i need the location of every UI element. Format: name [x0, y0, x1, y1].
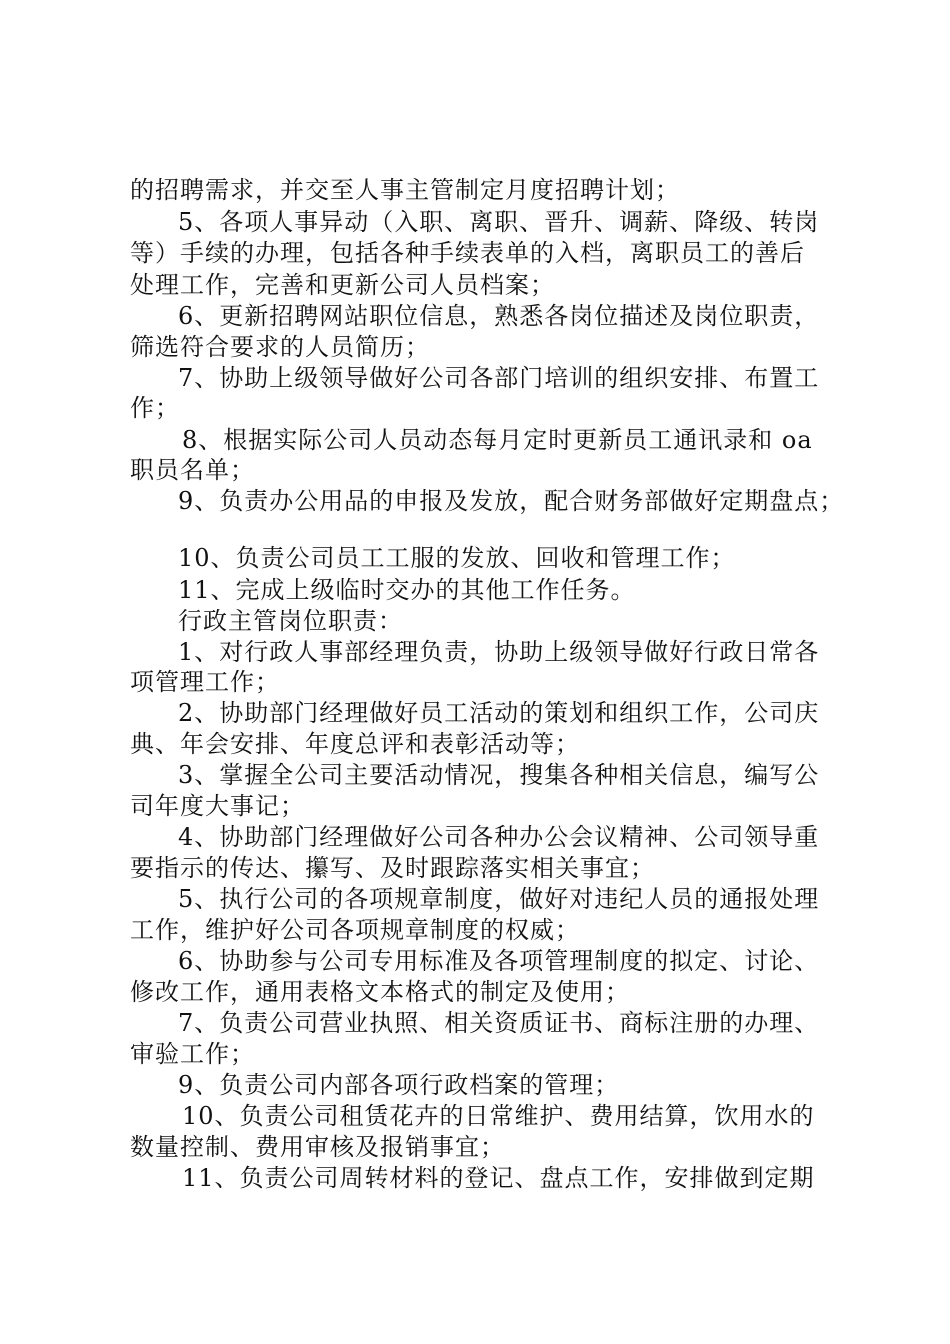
text-line: 9、负责公司内部各项行政档案的管理；	[178, 1071, 620, 1099]
text-line: 11、完成上级临时交办的其他工作任务。	[178, 576, 636, 604]
text-line: 6、更新招聘网站职位信息，熟悉各岗位描述及岗位职责，	[178, 302, 820, 330]
text-line: 1、对行政人事部经理负责，协助上级领导做好行政日常各	[178, 638, 820, 666]
text-line: 7、协助上级领导做好公司各部门培训的组织安排、布置工	[178, 364, 820, 392]
text-line: 项管理工作；	[130, 668, 280, 696]
text-line: 7、负责公司营业执照、相关资质证书、商标注册的办理、	[178, 1009, 820, 1037]
text-line: 司年度大事记；	[130, 792, 305, 820]
text-line: 筛选符合要求的人员简历；	[130, 333, 430, 361]
text-line: 要指示的传达、攥写、及时跟踪落实相关事宜；	[130, 854, 655, 882]
text-line: 5、执行公司的各项规章制度，做好对违纪人员的通报处理	[178, 885, 820, 913]
text-line: 8、根据实际公司人员动态每月定时更新员工通讯录和 oa	[182, 426, 813, 454]
text-line: 职员名单；	[130, 456, 255, 484]
text-line: 数量控制、费用审核及报销事宜；	[130, 1133, 505, 1161]
text-line: 11、负责公司周转材料的登记、盘点工作，安排做到定期	[182, 1164, 815, 1192]
text-line: 10、负责公司租赁花卉的日常维护、费用结算，饮用水的	[182, 1102, 815, 1130]
text-line: 的招聘需求，并交至人事主管制定月度招聘计划；	[130, 176, 680, 204]
text-line: 修改工作，通用表格文本格式的制定及使用；	[130, 978, 630, 1006]
text-line: 3、掌握全公司主要活动情况，搜集各种相关信息，编写公	[178, 761, 820, 789]
text-line: 5、各项人事异动（入职、离职、晋升、调薪、降级、转岗	[178, 208, 820, 236]
text-line: 审验工作；	[130, 1040, 255, 1068]
text-line: 处理工作，完善和更新公司人员档案；	[130, 271, 555, 299]
text-line: 作；	[130, 394, 180, 422]
text-line: 4、协助部门经理做好公司各种办公会议精神、公司领导重	[178, 823, 820, 851]
section-heading: 行政主管岗位职责：	[178, 607, 403, 635]
text-line: 工作，维护好公司各项规章制度的权威；	[130, 916, 580, 944]
text-line: 6、协助参与公司专用标准及各项管理制度的拟定、讨论、	[178, 947, 820, 975]
text-line: 10、负责公司员工工服的发放、回收和管理工作；	[178, 544, 736, 572]
text-line: 等）手续的办理，包括各种手续表单的入档，离职员工的善后	[130, 239, 805, 267]
text-line: 9、负责办公用品的申报及发放，配合财务部做好定期盘点；	[178, 487, 845, 515]
text-line: 2、协助部门经理做好员工活动的策划和组织工作，公司庆	[178, 699, 820, 727]
text-line: 典、年会安排、年度总评和表彰活动等；	[130, 730, 580, 758]
